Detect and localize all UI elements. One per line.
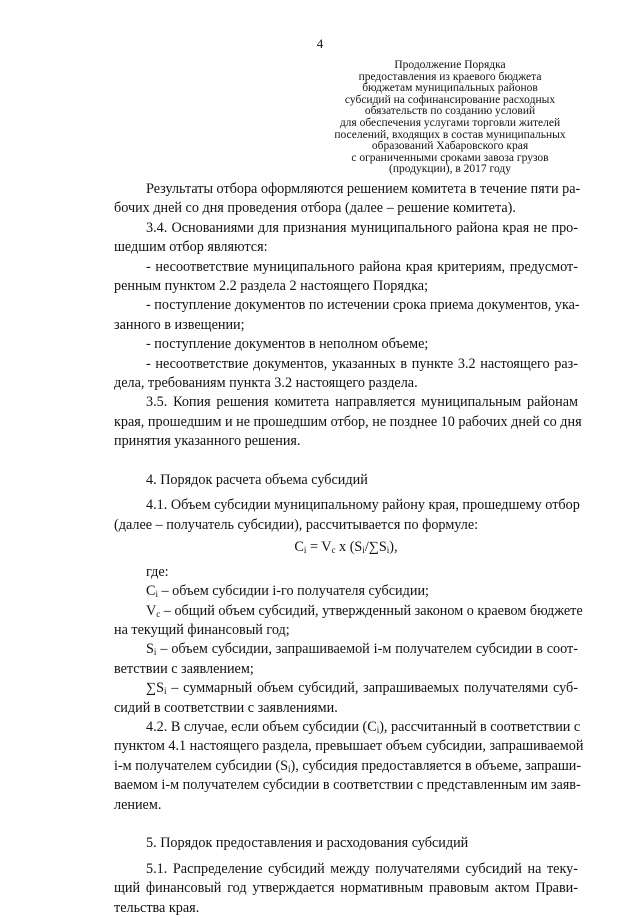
body-line: бочих дней со дня проведения отбора (далее – решение комитета). bbox=[114, 200, 516, 217]
header-line: предоставления из краевого бюджета bbox=[358, 70, 542, 83]
body-line: 5.1. Распределение субсидий между получателями субсидий на теку- bbox=[146, 860, 578, 877]
definition-text: – общий объем субсидий, утвержденный законом о краевом бюджете bbox=[160, 602, 583, 619]
symbol: C bbox=[146, 583, 156, 600]
text-part: ), рассчитанный в соответствии с bbox=[379, 718, 581, 735]
body-line: (далее – получатель субсидии), рассчитывается по формуле: bbox=[114, 516, 479, 533]
formula-sub: i bbox=[303, 545, 307, 556]
document-body bbox=[114, 180, 584, 918]
body-line: принятия указанного решения. bbox=[114, 433, 301, 450]
formula bbox=[114, 535, 578, 562]
body-line: сидий в соответствии с заявлениями. bbox=[114, 699, 338, 716]
symbol-sub: c bbox=[156, 608, 161, 619]
definition-text: – объем субсидии i-го получателя субсидии; bbox=[157, 583, 429, 600]
text-part: 4.2. В случае, если объем субсидии (C bbox=[146, 718, 377, 735]
header-line: обязательств по созданию условий bbox=[364, 105, 536, 118]
text-sub: i bbox=[376, 724, 380, 735]
body-line: - поступление документов по истечении срока приема документов, ука- bbox=[146, 297, 580, 314]
body-line: пунктом 4.1 настоящего раздела, превышает объем субсидии, запрашиваемой bbox=[114, 738, 584, 755]
section-heading: 5. Порядок предоставления и расходования субсидий bbox=[146, 835, 469, 852]
definition-line bbox=[114, 602, 583, 621]
header-line: Продолжение Порядка bbox=[394, 59, 506, 71]
body-line: края, прошедшим и не прошедшим отбор, не позднее 10 рабочих дней со дня bbox=[114, 413, 582, 430]
spacer bbox=[114, 815, 578, 834]
formula-part: C bbox=[294, 539, 304, 556]
body-line: - поступление документов в неполном объеме; bbox=[146, 336, 429, 353]
header-line: бюджетам муниципальных районов bbox=[362, 82, 538, 95]
formula-part: = V bbox=[306, 539, 332, 556]
definition-text: – объем субсидии, запрашиваемой i-м получателем субсидии в соот- bbox=[156, 641, 578, 658]
spacer bbox=[114, 452, 578, 471]
symbol-sub: i bbox=[164, 686, 167, 697]
symbol: ∑S bbox=[146, 680, 165, 697]
header-line: для обеспечения услугами торговли жителей bbox=[339, 116, 561, 129]
body-line: 3.5. Копия решения комитета направляется муниципальным районам bbox=[146, 394, 578, 411]
definition-line bbox=[114, 582, 578, 601]
header-line: (продукции), в 2017 году bbox=[388, 163, 511, 176]
formula-sub: i bbox=[386, 545, 390, 556]
body-line: ветствии с заявлением; bbox=[114, 660, 254, 677]
page-number: 4 bbox=[316, 36, 324, 51]
definition-text: – суммарный объем субсидий, запрашиваемых получателями суб- bbox=[166, 680, 578, 697]
symbol: V bbox=[146, 602, 157, 619]
symbol-sub: i bbox=[155, 589, 158, 600]
body-line: тельства края. bbox=[114, 899, 200, 916]
body-line: Результаты отбора оформляются решением комитета в течение пяти ра- bbox=[146, 181, 581, 197]
formula-part: /∑S bbox=[364, 539, 387, 556]
header-line: с ограниченными сроками завоза грузов bbox=[351, 151, 549, 164]
header-line: образований Хабаровского края bbox=[371, 140, 529, 153]
text-sub: i bbox=[288, 763, 291, 774]
text-part: i-м получателем субсидии (S bbox=[114, 757, 289, 774]
body-line: 3.4. Основаниями для признания муниципального района края не про- bbox=[146, 219, 578, 236]
symbol: S bbox=[146, 641, 154, 658]
symbol-sub: i bbox=[153, 647, 157, 658]
formula-part: x (S bbox=[335, 539, 363, 556]
document-header bbox=[330, 60, 570, 176]
formula-part: ), bbox=[389, 539, 398, 556]
formula-sub: i bbox=[362, 545, 365, 556]
body-line: лением. bbox=[114, 796, 162, 813]
formula-sub: c bbox=[331, 545, 336, 556]
body-line: шедшим отбор являются: bbox=[114, 239, 268, 256]
header-line: субсидий на софинансирование расходных bbox=[344, 93, 556, 106]
body-line: ваемом i-м получателем субсидии в соответствии с представленным им заяв- bbox=[114, 777, 581, 794]
body-line: занного в извещении; bbox=[114, 316, 245, 333]
body-line: - несоответствие документов, указанных в пункте 3.2 настоящего раз- bbox=[146, 355, 578, 372]
body-line: где: bbox=[146, 563, 169, 580]
body-line: - несоответствие муниципального района края критериям, предусмот- bbox=[146, 258, 578, 275]
body-line bbox=[114, 757, 582, 776]
body-line bbox=[114, 718, 581, 737]
text-part: ), субсидия предоставляется в объеме, запраши- bbox=[290, 757, 582, 774]
body-line: дела, требованиям пункта 3.2 настоящего раздела. bbox=[114, 375, 418, 392]
body-line: на текущий финансовый год; bbox=[114, 621, 290, 638]
definition-line bbox=[114, 679, 578, 698]
body-line: 4.1. Объем субсидии муниципальному району края, прошедшему отбор bbox=[146, 497, 580, 514]
section-heading: 4. Порядок расчета объема субсидий bbox=[146, 472, 368, 489]
body-line: щий финансовый год утверждается нормативным правовым актом Прави- bbox=[114, 880, 578, 897]
body-line: ренным пунктом 2.2 раздела 2 настоящего Порядка; bbox=[114, 278, 429, 295]
definition-line bbox=[114, 640, 578, 659]
header-line: поселений, входящих в состав муниципальных bbox=[334, 128, 566, 141]
